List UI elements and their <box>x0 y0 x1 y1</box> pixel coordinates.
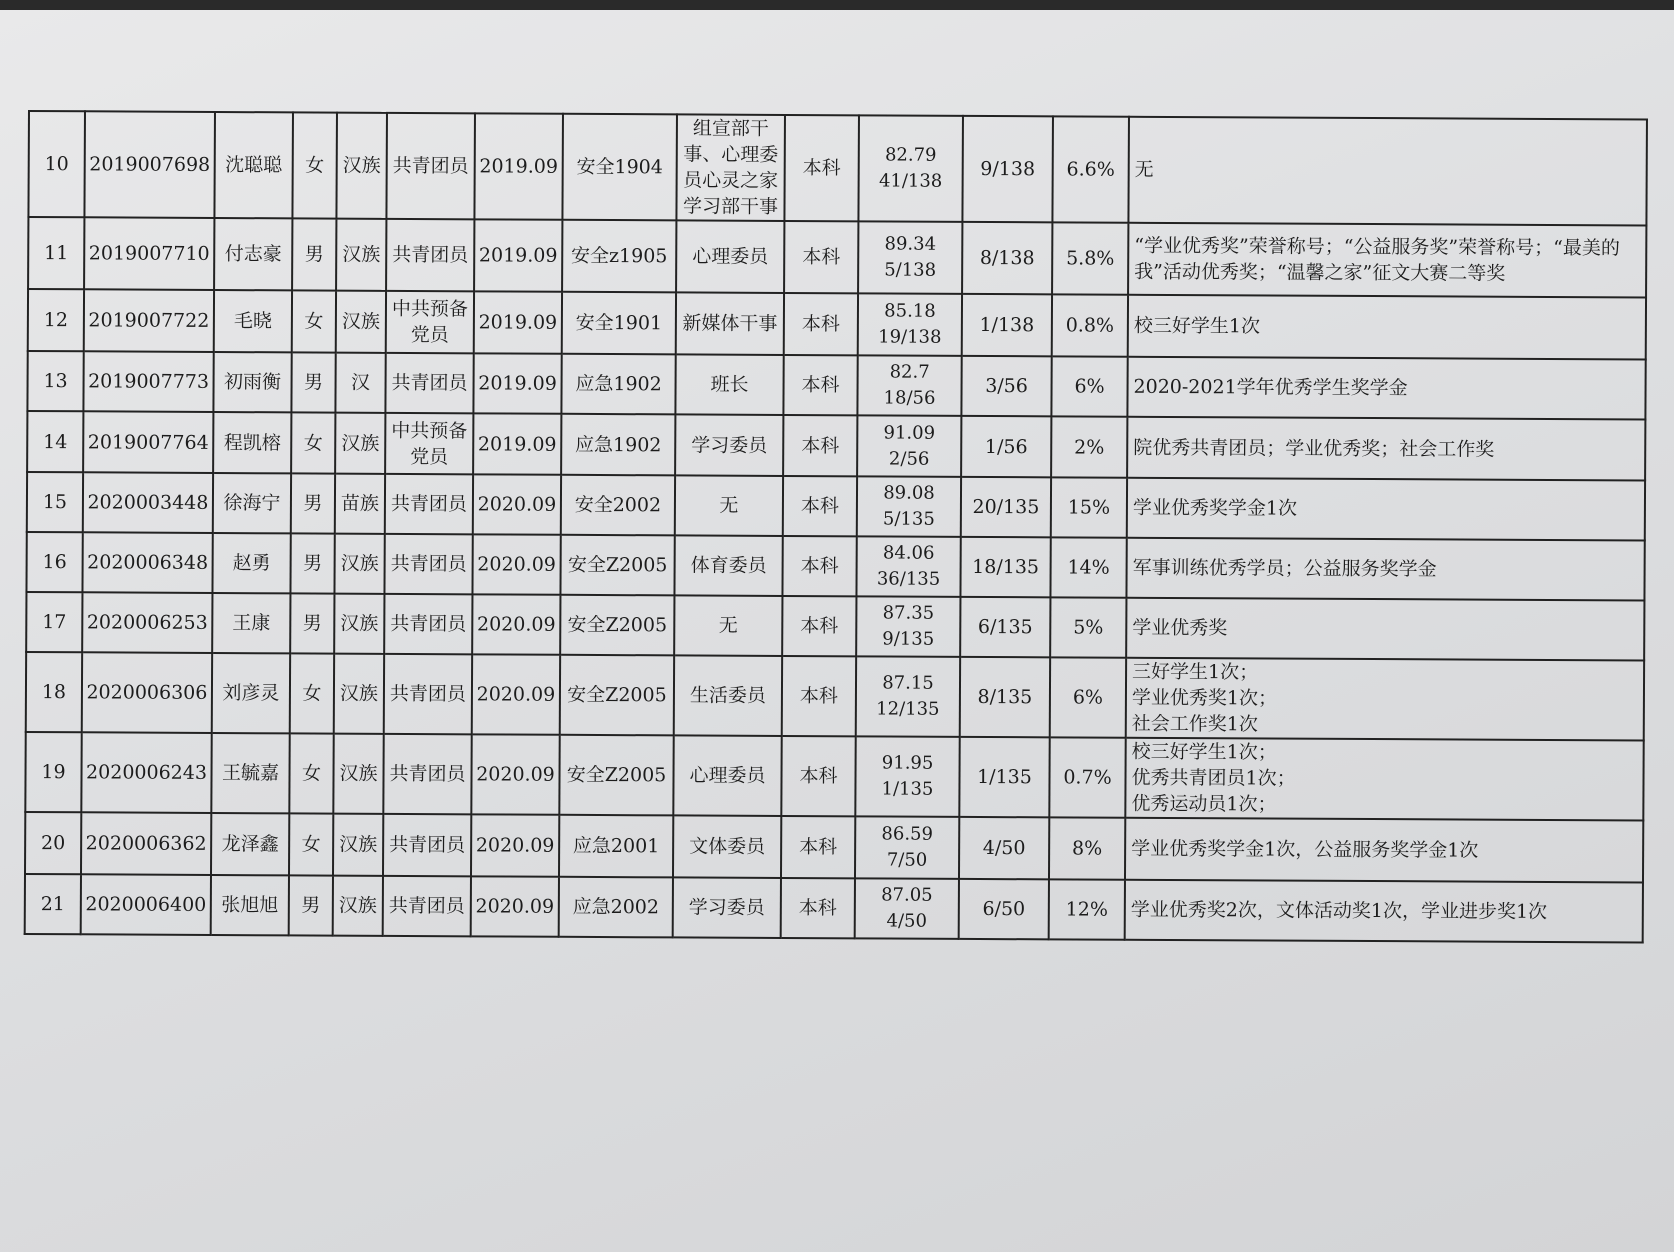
student-id-cell: 2019007764 <box>83 411 213 473</box>
score-value: 91.95 <box>881 752 934 774</box>
degree-level-cell: 本科 <box>782 536 856 596</box>
gender-cell: 男 <box>292 218 336 290</box>
honor-line: 社会工作奖1次 <box>1131 712 1258 736</box>
position-cell: 无 <box>674 595 782 656</box>
honors-cell <box>1128 295 1646 360</box>
student-id-cell: 2019007773 <box>83 351 213 412</box>
score-value: 85.18 <box>884 300 936 322</box>
class-cell: 应急1902 <box>561 354 675 415</box>
enrollment-date-cell: 2020.09 <box>472 654 560 734</box>
table-row <box>27 351 1645 419</box>
row-number-cell: 13 <box>27 351 83 411</box>
political-status-cell: 中共预备党员 <box>385 413 473 474</box>
ethnicity-cell: 汉族 <box>334 594 384 654</box>
degree-level-cell: 本科 <box>781 878 855 938</box>
political-status-cell: 中共预备党员 <box>386 291 474 353</box>
honor-line: “学业优秀奖”荣誉称号；“公益服务奖”荣誉称号；“最美的我”活动优秀奖；“温馨之家”征文大赛二等奖 <box>1134 234 1620 285</box>
table-row <box>28 111 1647 225</box>
honors-cell <box>1127 417 1645 481</box>
score-rank: 19/138 <box>878 326 942 348</box>
student-name-cell: 赵勇 <box>212 533 290 593</box>
degree-level-cell: 本科 <box>783 476 857 536</box>
rank-percent-cell: 14% <box>1050 537 1126 597</box>
gender-cell: 女 <box>292 290 336 352</box>
honor-line: 学业优秀奖2次，文体活动奖1次，学业进步奖1次 <box>1130 898 1548 923</box>
score-value: 82.79 <box>884 144 937 166</box>
honor-line: 优秀共青团员1次； <box>1131 766 1296 790</box>
score-rank: 18/56 <box>883 387 936 409</box>
row-number-cell: 12 <box>28 289 84 351</box>
ethnicity-cell: 汉族 <box>336 291 386 353</box>
score-value: 86.59 <box>881 823 934 845</box>
student-name-cell: 王康 <box>212 593 290 653</box>
gender-cell: 女 <box>289 733 333 813</box>
political-status-cell: 共青团员 <box>384 534 472 594</box>
student-name-cell: 付志豪 <box>214 218 292 290</box>
political-status-cell: 共青团员 <box>386 219 474 291</box>
score-rank: 4/50 <box>886 910 928 932</box>
overall-rank-cell: 9/138 <box>962 116 1053 222</box>
position-cell: 无 <box>675 475 783 536</box>
overall-rank-cell: 1/138 <box>962 294 1052 356</box>
honors-cell <box>1125 818 1643 883</box>
score-value: 82.7 <box>889 361 930 383</box>
honors-cell <box>1126 538 1644 601</box>
student-id-cell: 2019007710 <box>84 217 214 290</box>
honor-line: 校三好学生1次； <box>1131 740 1277 764</box>
honor-line: 2020-2021学年优秀学生奖学金 <box>1133 375 1408 400</box>
position-cell: 心理委员 <box>676 220 784 293</box>
rank-percent-cell: 5% <box>1050 597 1126 657</box>
ethnicity-cell: 汉 <box>335 353 385 413</box>
row-number-cell: 14 <box>27 411 83 472</box>
score-cell <box>856 536 960 597</box>
class-cell: 安全Z2005 <box>560 655 674 736</box>
rank-percent-cell: 15% <box>1051 477 1127 537</box>
overall-rank-cell: 3/56 <box>961 356 1051 416</box>
political-status-cell: 共青团员 <box>383 876 471 936</box>
class-cell: 应急1902 <box>561 414 675 476</box>
student-name-cell: 刘彦灵 <box>212 653 290 733</box>
political-status-cell: 共青团员 <box>383 734 471 814</box>
score-rank: 1/135 <box>881 778 934 800</box>
overall-rank-cell: 1/135 <box>959 737 1049 817</box>
row-number-cell: 20 <box>25 812 81 874</box>
score-cell <box>857 355 961 416</box>
degree-level-cell: 本科 <box>783 415 857 476</box>
enrollment-date-cell: 2019.09 <box>473 353 561 413</box>
honor-line: 学业优秀奖学金1次，公益服务奖学金1次 <box>1131 837 1479 862</box>
rank-percent-cell: 6.6% <box>1052 116 1129 222</box>
row-number-cell: 18 <box>26 652 82 732</box>
ethnicity-cell: 汉族 <box>333 734 383 814</box>
degree-level-cell: 本科 <box>783 355 857 415</box>
score-cell <box>857 415 961 477</box>
student-id-cell: 2020006348 <box>82 532 212 593</box>
score-value: 87.15 <box>882 672 934 694</box>
enrollment-date-cell: 2019.09 <box>474 113 563 219</box>
row-number-cell: 21 <box>25 874 81 934</box>
position-cell: 生活委员 <box>674 655 782 736</box>
gender-cell: 女 <box>290 653 334 733</box>
score-value: 91.09 <box>883 421 936 444</box>
ethnicity-cell: 汉族 <box>333 876 383 936</box>
degree-level-cell: 本科 <box>784 115 859 221</box>
score-rank: 2/56 <box>888 448 930 470</box>
table-row <box>28 289 1646 359</box>
rank-percent-cell: 6% <box>1050 657 1126 737</box>
degree-level-cell: 本科 <box>781 816 855 878</box>
honor-line: 优秀运动员1次； <box>1131 792 1277 816</box>
honors-cell <box>1125 880 1643 943</box>
overall-rank-cell: 6/50 <box>959 879 1049 939</box>
honor-line: 无 <box>1134 158 1154 181</box>
row-number-cell: 11 <box>28 217 84 289</box>
enrollment-date-cell: 2020.09 <box>473 474 561 534</box>
honor-line: 军事训练优秀学员；公益服务奖学金 <box>1132 556 1437 581</box>
student-name-cell: 初雨衡 <box>213 352 291 412</box>
table-row <box>28 217 1646 297</box>
score-value: 89.08 <box>883 482 935 504</box>
student-name-cell: 龙泽鑫 <box>211 813 289 875</box>
student-name-cell: 张旭旭 <box>211 875 289 935</box>
gender-cell: 女 <box>289 813 333 875</box>
row-number-cell: 16 <box>26 532 82 592</box>
enrollment-date-cell: 2019.09 <box>473 413 561 474</box>
student-id-cell: 2019007698 <box>84 111 215 218</box>
score-rank: 5/138 <box>884 259 937 281</box>
degree-level-cell: 本科 <box>782 596 856 656</box>
honor-line: 院优秀共青团员；学业优秀奖；社会工作奖 <box>1133 436 1495 461</box>
table-row <box>25 812 1643 882</box>
honors-cell <box>1128 223 1646 298</box>
class-cell: 安全Z2005 <box>560 595 674 656</box>
gender-cell: 男 <box>290 593 334 653</box>
student-id-cell: 2020003448 <box>83 472 213 533</box>
score-cell <box>858 115 963 222</box>
overall-rank-cell: 1/56 <box>961 416 1051 477</box>
class-cell: 应急2002 <box>559 877 673 938</box>
rank-percent-cell: 0.8% <box>1052 294 1128 356</box>
score-value: 87.35 <box>882 602 935 624</box>
enrollment-date-cell: 2020.09 <box>471 814 559 876</box>
overall-rank-cell: 8/135 <box>960 657 1050 737</box>
score-rank: 41/138 <box>878 170 943 192</box>
degree-level-cell: 本科 <box>782 656 856 736</box>
class-cell: 安全Z2005 <box>559 735 673 816</box>
position-cell: 心理委员 <box>673 735 781 816</box>
overall-rank-cell: 6/135 <box>960 597 1050 657</box>
table-row <box>26 592 1644 660</box>
score-cell <box>858 293 962 356</box>
score-cell <box>858 221 962 294</box>
ethnicity-cell: 汉族 <box>336 113 387 219</box>
student-id-cell: 2020006253 <box>82 592 212 653</box>
political-status-cell: 共青团员 <box>385 353 473 413</box>
table-row <box>27 472 1645 540</box>
student-name-cell: 沈聪聪 <box>214 112 293 218</box>
score-value: 87.05 <box>881 884 933 906</box>
position-cell: 文体委员 <box>673 815 781 878</box>
score-value: 89.34 <box>884 233 937 255</box>
enrollment-date-cell: 2020.09 <box>472 534 560 594</box>
table-row <box>25 732 1643 820</box>
class-cell: 安全Z2005 <box>560 535 674 596</box>
score-rank: 36/135 <box>876 568 941 590</box>
position-cell: 班长 <box>675 354 783 415</box>
political-status-cell: 共青团员 <box>384 594 472 654</box>
political-status-cell: 共青团员 <box>384 654 472 734</box>
score-cell <box>857 476 961 537</box>
score-cell <box>855 816 959 879</box>
position-cell: 学习委员 <box>675 414 783 476</box>
rank-percent-cell: 2% <box>1051 416 1127 477</box>
political-status-cell: 共青团员 <box>386 113 475 219</box>
position-cell: 学习委员 <box>673 877 781 938</box>
table-body <box>25 111 1647 942</box>
row-number-cell: 10 <box>28 111 85 217</box>
table-row <box>26 652 1644 740</box>
honors-cell <box>1128 117 1647 226</box>
gender-cell: 男 <box>289 875 333 935</box>
class-cell: 安全1904 <box>562 114 677 221</box>
political-status-cell: 共青团员 <box>385 474 473 534</box>
table-row <box>25 874 1643 942</box>
student-name-cell: 王毓嘉 <box>211 733 289 813</box>
enrollment-date-cell: 2020.09 <box>472 594 560 654</box>
rank-percent-cell: 6% <box>1051 356 1127 416</box>
score-rank: 9/135 <box>882 628 935 650</box>
ethnicity-cell: 汉族 <box>335 413 385 474</box>
position-cell: 组宣部干事、心理委员心灵之家学习部干事 <box>676 114 785 221</box>
score-value: 84.06 <box>882 542 935 564</box>
enrollment-date-cell: 2020.09 <box>471 734 559 814</box>
student-name-cell: 毛晓 <box>214 290 292 352</box>
row-number-cell: 19 <box>25 732 81 812</box>
score-rank: 5/135 <box>882 508 935 530</box>
enrollment-date-cell: 2019.09 <box>474 219 562 291</box>
overall-rank-cell: 4/50 <box>959 817 1049 879</box>
student-table-wrapper <box>24 110 1646 943</box>
honor-line: 学业优秀奖学金1次 <box>1132 496 1298 520</box>
ethnicity-cell: 汉族 <box>336 219 386 291</box>
gender-cell: 男 <box>291 352 335 412</box>
overall-rank-cell: 8/138 <box>962 222 1052 294</box>
table-row <box>27 411 1645 480</box>
table-row <box>26 532 1644 600</box>
honors-cell <box>1126 658 1644 741</box>
enrollment-date-cell: 2019.09 <box>474 291 562 353</box>
class-cell: 安全z1905 <box>562 220 676 293</box>
class-cell: 安全1901 <box>562 292 676 355</box>
student-id-cell: 2020006306 <box>82 652 212 733</box>
position-cell: 体育委员 <box>674 535 782 596</box>
honor-line: 三好学生1次； <box>1132 660 1259 684</box>
rank-percent-cell: 0.7% <box>1049 737 1125 817</box>
student-id-cell: 2020006243 <box>81 732 211 813</box>
honors-cell <box>1125 738 1643 821</box>
honor-line: 校三好学生1次 <box>1133 314 1261 338</box>
ethnicity-cell: 汉族 <box>333 814 383 876</box>
score-cell <box>856 596 960 657</box>
political-status-cell: 共青团员 <box>383 814 471 876</box>
gender-cell: 女 <box>292 112 337 218</box>
score-cell <box>856 656 960 737</box>
rank-percent-cell: 8% <box>1049 817 1125 879</box>
gender-cell: 男 <box>291 473 335 533</box>
student-id-cell: 2020006362 <box>81 812 211 875</box>
score-cell <box>855 736 959 817</box>
ethnicity-cell: 汉族 <box>334 534 384 594</box>
ethnicity-cell: 苗族 <box>335 474 385 534</box>
score-rank: 12/135 <box>876 698 940 720</box>
row-number-cell: 15 <box>27 472 83 532</box>
student-id-cell: 2020006400 <box>81 874 211 935</box>
degree-level-cell: 本科 <box>784 221 858 293</box>
degree-level-cell: 本科 <box>781 736 855 816</box>
ethnicity-cell: 汉族 <box>334 654 384 734</box>
enrollment-date-cell: 2020.09 <box>471 876 559 936</box>
student-table <box>24 110 1648 943</box>
position-cell: 新媒体干事 <box>676 292 784 355</box>
gender-cell: 女 <box>291 412 335 473</box>
honor-line: 学业优秀奖 <box>1132 616 1228 640</box>
row-number-cell: 17 <box>26 592 82 652</box>
degree-level-cell: 本科 <box>784 293 858 355</box>
class-cell: 应急2001 <box>559 815 673 878</box>
class-cell: 安全2002 <box>561 475 675 536</box>
rank-percent-cell: 12% <box>1049 879 1125 939</box>
score-cell <box>855 878 959 939</box>
rank-percent-cell: 5.8% <box>1052 222 1128 294</box>
student-name-cell: 徐海宁 <box>213 473 291 533</box>
honors-cell <box>1127 478 1645 541</box>
student-name-cell: 程凯榕 <box>213 412 291 473</box>
honors-cell <box>1127 357 1645 420</box>
gender-cell: 男 <box>290 533 334 593</box>
overall-rank-cell: 20/135 <box>961 477 1051 537</box>
honor-line: 学业优秀奖1次； <box>1131 686 1278 710</box>
honors-cell <box>1126 598 1644 661</box>
score-rank: 7/50 <box>886 849 928 871</box>
paper-sheet <box>0 10 1674 1252</box>
student-id-cell: 2019007722 <box>84 289 214 352</box>
overall-rank-cell: 18/135 <box>960 537 1050 597</box>
